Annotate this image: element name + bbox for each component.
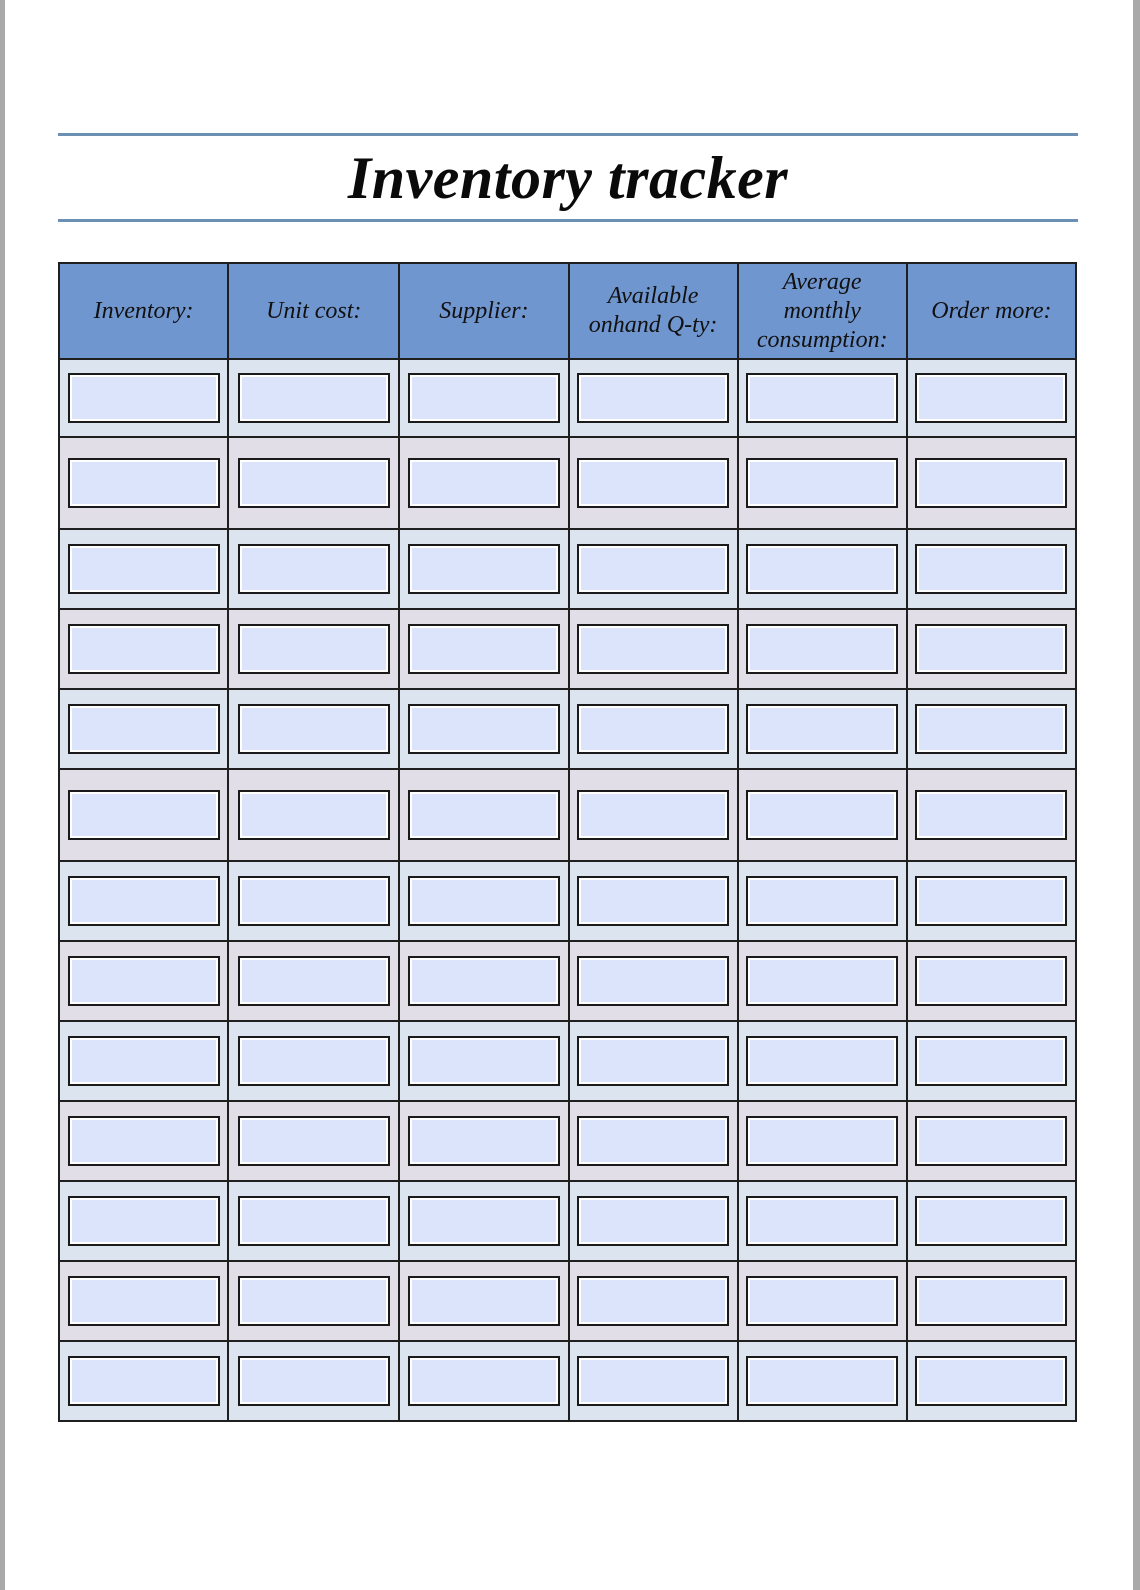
table-cell (738, 359, 907, 437)
table-row (59, 769, 1076, 861)
column-header-label: Order more: (931, 297, 1052, 324)
available-onhand-qty-field[interactable] (577, 624, 729, 674)
inventory-field[interactable] (68, 704, 220, 754)
average-monthly-consumption-field[interactable] (746, 1196, 898, 1246)
unit-cost-field[interactable] (238, 1116, 390, 1166)
average-monthly-consumption-field[interactable] (746, 790, 898, 840)
table-cell (228, 941, 399, 1021)
table-cell (399, 1261, 568, 1341)
supplier-field[interactable] (408, 1116, 560, 1166)
available-onhand-qty-field[interactable] (577, 544, 729, 594)
available-onhand-qty-field[interactable] (577, 1356, 729, 1406)
table-cell (59, 1341, 228, 1421)
available-onhand-qty-field[interactable] (577, 373, 729, 423)
unit-cost-field[interactable] (238, 544, 390, 594)
table-cell (569, 1261, 738, 1341)
average-monthly-consumption-field[interactable] (746, 1036, 898, 1086)
order-more-field[interactable] (915, 1356, 1067, 1406)
available-onhand-qty-field[interactable] (577, 956, 729, 1006)
supplier-field[interactable] (408, 544, 560, 594)
table-cell (59, 689, 228, 769)
supplier-field[interactable] (408, 1276, 560, 1326)
order-more-field[interactable] (915, 956, 1067, 1006)
inventory-field[interactable] (68, 1196, 220, 1246)
table-cell (907, 1261, 1076, 1341)
table-cell (907, 769, 1076, 861)
supplier-field[interactable] (408, 956, 560, 1006)
column-header-available-onhand-qty (569, 263, 738, 359)
table-cell (399, 359, 568, 437)
order-more-field[interactable] (915, 704, 1067, 754)
page-frame-right (1133, 0, 1140, 1590)
table-row (59, 941, 1076, 1021)
table-cell (738, 769, 907, 861)
unit-cost-field[interactable] (238, 1196, 390, 1246)
table-cell (59, 437, 228, 529)
table-cell (569, 769, 738, 861)
unit-cost-field[interactable] (238, 1276, 390, 1326)
table-cell (59, 359, 228, 437)
table-row (59, 1021, 1076, 1101)
table-cell (228, 1181, 399, 1261)
table-cell (228, 1261, 399, 1341)
order-more-field[interactable] (915, 624, 1067, 674)
table-cell (907, 861, 1076, 941)
table-cell (907, 1181, 1076, 1261)
table-cell (399, 1101, 568, 1181)
table-cell (738, 861, 907, 941)
inventory-field[interactable] (68, 876, 220, 926)
table-cell (228, 609, 399, 689)
column-header-label: Unit cost: (266, 297, 362, 324)
inventory-field[interactable] (68, 458, 220, 508)
table-cell (738, 1101, 907, 1181)
average-monthly-consumption-field[interactable] (746, 544, 898, 594)
table-cell (907, 1341, 1076, 1421)
table-cell (738, 1181, 907, 1261)
table-cell (569, 1341, 738, 1421)
available-onhand-qty-field[interactable] (577, 1276, 729, 1326)
table-cell (399, 609, 568, 689)
table-cell (399, 437, 568, 529)
table-cell (59, 1261, 228, 1341)
table-row (59, 1341, 1076, 1421)
available-onhand-qty-field[interactable] (577, 1036, 729, 1086)
average-monthly-consumption-field[interactable] (746, 876, 898, 926)
supplier-field[interactable] (408, 790, 560, 840)
table-cell (569, 1021, 738, 1101)
average-monthly-consumption-field[interactable] (746, 1356, 898, 1406)
available-onhand-qty-field[interactable] (577, 458, 729, 508)
table-row (59, 1181, 1076, 1261)
table-cell (228, 861, 399, 941)
table-cell (228, 1021, 399, 1101)
order-more-field[interactable] (915, 544, 1067, 594)
header-row (59, 263, 1076, 359)
order-more-field[interactable] (915, 876, 1067, 926)
table-cell (738, 1261, 907, 1341)
table-row (59, 1101, 1076, 1181)
table-cell (569, 689, 738, 769)
available-onhand-qty-field[interactable] (577, 704, 729, 754)
unit-cost-field[interactable] (238, 1036, 390, 1086)
table-body (59, 359, 1076, 1421)
table-cell (399, 861, 568, 941)
table-cell (59, 941, 228, 1021)
table-cell (399, 1181, 568, 1261)
supplier-field[interactable] (408, 1036, 560, 1086)
table-cell (59, 609, 228, 689)
table-cell (907, 689, 1076, 769)
table-cell (399, 529, 568, 609)
column-header-label: Supplier: (439, 297, 529, 324)
table-cell (569, 359, 738, 437)
table-cell (399, 689, 568, 769)
table-cell (228, 769, 399, 861)
column-header-label: Inventory: (93, 297, 194, 324)
order-more-field[interactable] (915, 1036, 1067, 1086)
table-cell (738, 529, 907, 609)
table-cell (228, 1101, 399, 1181)
table-cell (738, 941, 907, 1021)
table-cell (228, 359, 399, 437)
average-monthly-consumption-field[interactable] (746, 458, 898, 508)
supplier-field[interactable] (408, 876, 560, 926)
table-cell (738, 1341, 907, 1421)
inventory-field[interactable] (68, 790, 220, 840)
table-cell (907, 609, 1076, 689)
table-cell (569, 1101, 738, 1181)
table-row (59, 609, 1076, 689)
unit-cost-field[interactable] (238, 956, 390, 1006)
table-cell (738, 1021, 907, 1101)
order-more-field[interactable] (915, 790, 1067, 840)
table-cell (569, 1181, 738, 1261)
unit-cost-field[interactable] (238, 458, 390, 508)
average-monthly-consumption-field[interactable] (746, 624, 898, 674)
available-onhand-qty-field[interactable] (577, 1116, 729, 1166)
order-more-field[interactable] (915, 458, 1067, 508)
unit-cost-field[interactable] (238, 1356, 390, 1406)
title-rule-top (58, 133, 1078, 136)
table-cell (59, 1181, 228, 1261)
table-cell (569, 437, 738, 529)
unit-cost-field[interactable] (238, 790, 390, 840)
table-row (59, 689, 1076, 769)
table-cell (569, 941, 738, 1021)
inventory-field[interactable] (68, 956, 220, 1006)
average-monthly-consumption-field[interactable] (746, 373, 898, 423)
unit-cost-field[interactable] (238, 373, 390, 423)
table-cell (907, 1101, 1076, 1181)
available-onhand-qty-field[interactable] (577, 876, 729, 926)
available-onhand-qty-field[interactable] (577, 790, 729, 840)
supplier-field[interactable] (408, 373, 560, 423)
supplier-field[interactable] (408, 1356, 560, 1406)
order-more-field[interactable] (915, 1116, 1067, 1166)
table-cell (569, 529, 738, 609)
table-cell (738, 689, 907, 769)
table-cell (907, 529, 1076, 609)
table-cell (738, 437, 907, 529)
table-cell (399, 941, 568, 1021)
average-monthly-consumption-field[interactable] (746, 1276, 898, 1326)
table-row (59, 861, 1076, 941)
available-onhand-qty-field[interactable] (577, 1196, 729, 1246)
unit-cost-field[interactable] (238, 876, 390, 926)
table-cell (228, 437, 399, 529)
column-header-label: Available onhand Q-ty: (588, 283, 718, 338)
table-cell (59, 1101, 228, 1181)
supplier-field[interactable] (408, 458, 560, 508)
column-header-supplier (399, 263, 568, 359)
table-row (59, 437, 1076, 529)
page-title: Inventory tracker (347, 145, 789, 211)
order-more-field[interactable] (915, 1276, 1067, 1326)
unit-cost-field[interactable] (238, 704, 390, 754)
inventory-field[interactable] (68, 544, 220, 594)
column-header-inventory (59, 263, 228, 359)
table-cell (228, 529, 399, 609)
inventory-field[interactable] (68, 1356, 220, 1406)
table-cell (907, 1021, 1076, 1101)
table-row (59, 359, 1076, 437)
table-cell (399, 1341, 568, 1421)
table-cell (569, 609, 738, 689)
order-more-field[interactable] (915, 373, 1067, 423)
page-frame-left (0, 0, 5, 1590)
supplier-field[interactable] (408, 624, 560, 674)
inventory-field[interactable] (68, 1036, 220, 1086)
title-rule-bottom (58, 219, 1078, 222)
table-cell (228, 689, 399, 769)
supplier-field[interactable] (408, 1196, 560, 1246)
column-header-order-more (907, 263, 1076, 359)
table-row (59, 1261, 1076, 1341)
table-cell (569, 861, 738, 941)
average-monthly-consumption-field[interactable] (746, 1116, 898, 1166)
column-header-unit-cost (228, 263, 399, 359)
inventory-field[interactable] (68, 373, 220, 423)
unit-cost-field[interactable] (238, 624, 390, 674)
average-monthly-consumption-field[interactable] (746, 956, 898, 1006)
table-cell (399, 769, 568, 861)
inventory-table (58, 262, 1077, 1422)
table-header (59, 263, 1076, 359)
table-row (59, 529, 1076, 609)
supplier-field[interactable] (408, 704, 560, 754)
inventory-field[interactable] (68, 624, 220, 674)
table-cell (399, 1021, 568, 1101)
inventory-field[interactable] (68, 1276, 220, 1326)
table-cell (907, 359, 1076, 437)
table-cell (738, 609, 907, 689)
column-header-label: Average monthly consumption: (756, 268, 888, 353)
order-more-field[interactable] (915, 1196, 1067, 1246)
table-cell (907, 941, 1076, 1021)
average-monthly-consumption-field[interactable] (746, 704, 898, 754)
table-cell (59, 1021, 228, 1101)
table-cell (59, 861, 228, 941)
table-cell (59, 529, 228, 609)
table-cell (59, 769, 228, 861)
column-header-average-monthly-consumption (738, 263, 907, 359)
inventory-field[interactable] (68, 1116, 220, 1166)
table-cell (228, 1341, 399, 1421)
table-cell (907, 437, 1076, 529)
